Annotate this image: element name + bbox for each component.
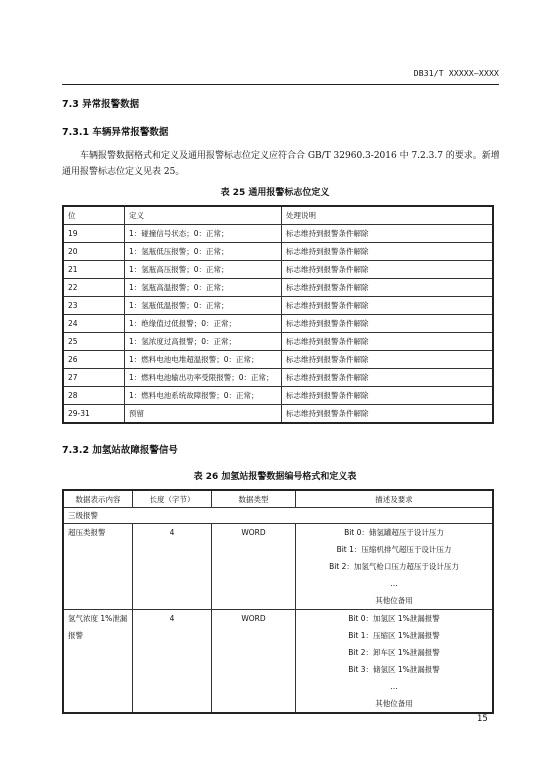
bit-description: Bit 0：加氢区 1%泄漏报警 — [348, 614, 440, 623]
table-cell: 1：燃料电池输出功率受限报警；0：正常； — [125, 369, 282, 387]
table-row — [63, 333, 493, 351]
table-26 — [62, 489, 494, 714]
table-cell: 标志维持到报警条件解除 — [282, 297, 494, 315]
column-header: 数据表示内容 — [63, 490, 133, 508]
table-cell: 1：氢瓶高温报警；0：正常； — [125, 279, 282, 297]
column-header: 处理说明 — [282, 206, 494, 225]
table-cell: 22 — [63, 279, 125, 297]
bit-description: Bit 1：压缩机排气超压于设计压力 — [336, 545, 452, 554]
table-cell: 预留 — [125, 405, 282, 424]
table-row — [63, 610, 493, 714]
table-cell: 1：氢瓶高压报警；0：正常； — [125, 261, 282, 279]
table-row — [63, 279, 493, 297]
section-heading-7-3-1: 7.3.1 车辆异常报警数据 — [62, 127, 169, 138]
column-header: 定义 — [125, 206, 282, 225]
table-cell: 标志维持到报警条件解除 — [282, 243, 494, 261]
table-cell: 1：氢瓶低温报警；0：正常； — [125, 297, 282, 315]
table-cell: 26 — [63, 351, 125, 369]
table-row — [63, 297, 493, 315]
table-cell: 标志维持到报警条件解除 — [282, 333, 494, 351]
bit-description: Bit 1：压缩区 1%泄漏报警 — [348, 631, 440, 640]
bit-description: Bit 3：储氢区 1%泄漏报警 — [348, 665, 440, 674]
document-id: DB31/T XXXXX—XXXX — [413, 69, 499, 78]
table-row — [63, 387, 493, 405]
table-cell: 1：燃料电池系统故障报警；0：正常； — [125, 387, 282, 405]
table-cell: 24 — [63, 315, 125, 333]
bit-description: 其他位备用 — [375, 699, 413, 708]
data-name-cell: 氢气浓度 1%泄漏报警 — [63, 610, 133, 714]
table-cell: 28 — [63, 387, 125, 405]
table-header-row — [63, 206, 493, 225]
section-paragraph: 车辆报警数据格式和定义及通用报警标志位定义应符合合 GB/T 32960.3-2016 中 7.2.3.7 的要求。新增通用报警标志位定义见表 25。 — [62, 151, 500, 177]
table-cell: 19 — [63, 225, 125, 243]
bit-description: Bit 0：储氢罐超压于设计压力 — [344, 528, 444, 537]
table-row — [63, 243, 493, 261]
type-cell: WORD — [212, 610, 296, 714]
column-header: 长度（字节） — [133, 490, 212, 508]
table-cell: 1：氢瓶低压报警；0：正常； — [125, 243, 282, 261]
type-cell: WORD — [212, 524, 296, 610]
table-cell: 标志维持到报警条件解除 — [282, 279, 494, 297]
table-cell: 29-31 — [63, 405, 125, 424]
table-cell: 标志维持到报警条件解除 — [282, 405, 494, 424]
bit-description: Bit 2：卸车区 1%泄漏报警 — [348, 648, 440, 657]
length-cell: 4 — [133, 610, 212, 714]
description-cell — [296, 610, 494, 714]
page-number: 15 — [477, 714, 488, 724]
table-cell: 21 — [63, 261, 125, 279]
table-cell: 标志维持到报警条件解除 — [282, 369, 494, 387]
data-name-cell: 超压类报警 — [63, 524, 133, 610]
section-heading-7-3: 7.3 异常报警数据 — [62, 99, 140, 110]
bit-description: Bit 2：加氢气枪口压力超压于设计压力 — [329, 562, 459, 571]
table-cell: 20 — [63, 243, 125, 261]
table-26-caption: 表 26 加氢站报警数据编号格式和定义表 — [193, 472, 357, 482]
table-25-caption: 表 25 通用报警标志位定义 — [220, 188, 330, 198]
column-header: 描述及要求 — [296, 490, 494, 508]
table-row — [63, 405, 493, 424]
bit-description: … — [390, 579, 398, 588]
table-cell: 标志维持到报警条件解除 — [282, 261, 494, 279]
table-cell: 标志维持到报警条件解除 — [282, 387, 494, 405]
table-cell: 标志维持到报警条件解除 — [282, 315, 494, 333]
group-label: 三级报警 — [63, 508, 493, 524]
column-header: 数据类型 — [212, 490, 296, 508]
column-header: 位 — [63, 206, 125, 225]
table-cell: 25 — [63, 333, 125, 351]
table-cell: 标志维持到报警条件解除 — [282, 225, 494, 243]
table-row — [63, 315, 493, 333]
table-cell: 1：氢浓度过高报警；0：正常； — [125, 333, 282, 351]
table-header-row — [63, 490, 493, 508]
table-cell: 标志维持到报警条件解除 — [282, 351, 494, 369]
section-heading-7-3-2: 7.3.2 加氢站故障报警信号 — [62, 445, 178, 456]
table-group-row — [63, 508, 493, 524]
table-cell: 1：碰撞信号状态；0：正常； — [125, 225, 282, 243]
bit-description: … — [390, 682, 398, 691]
table-cell: 27 — [63, 369, 125, 387]
header-rule — [62, 84, 499, 85]
table-row — [63, 351, 493, 369]
table-row — [63, 261, 493, 279]
description-cell — [296, 524, 494, 610]
table-cell: 1：绝缘值过低报警；0：正常； — [125, 315, 282, 333]
table-cell: 1：燃料电池电堆超温报警；0：正常； — [125, 351, 282, 369]
length-cell: 4 — [133, 524, 212, 610]
table-cell: 23 — [63, 297, 125, 315]
table-25 — [62, 205, 494, 424]
table-row — [63, 524, 493, 610]
table-row — [63, 225, 493, 243]
table-row — [63, 369, 493, 387]
bit-description: 其他位备用 — [375, 596, 413, 605]
